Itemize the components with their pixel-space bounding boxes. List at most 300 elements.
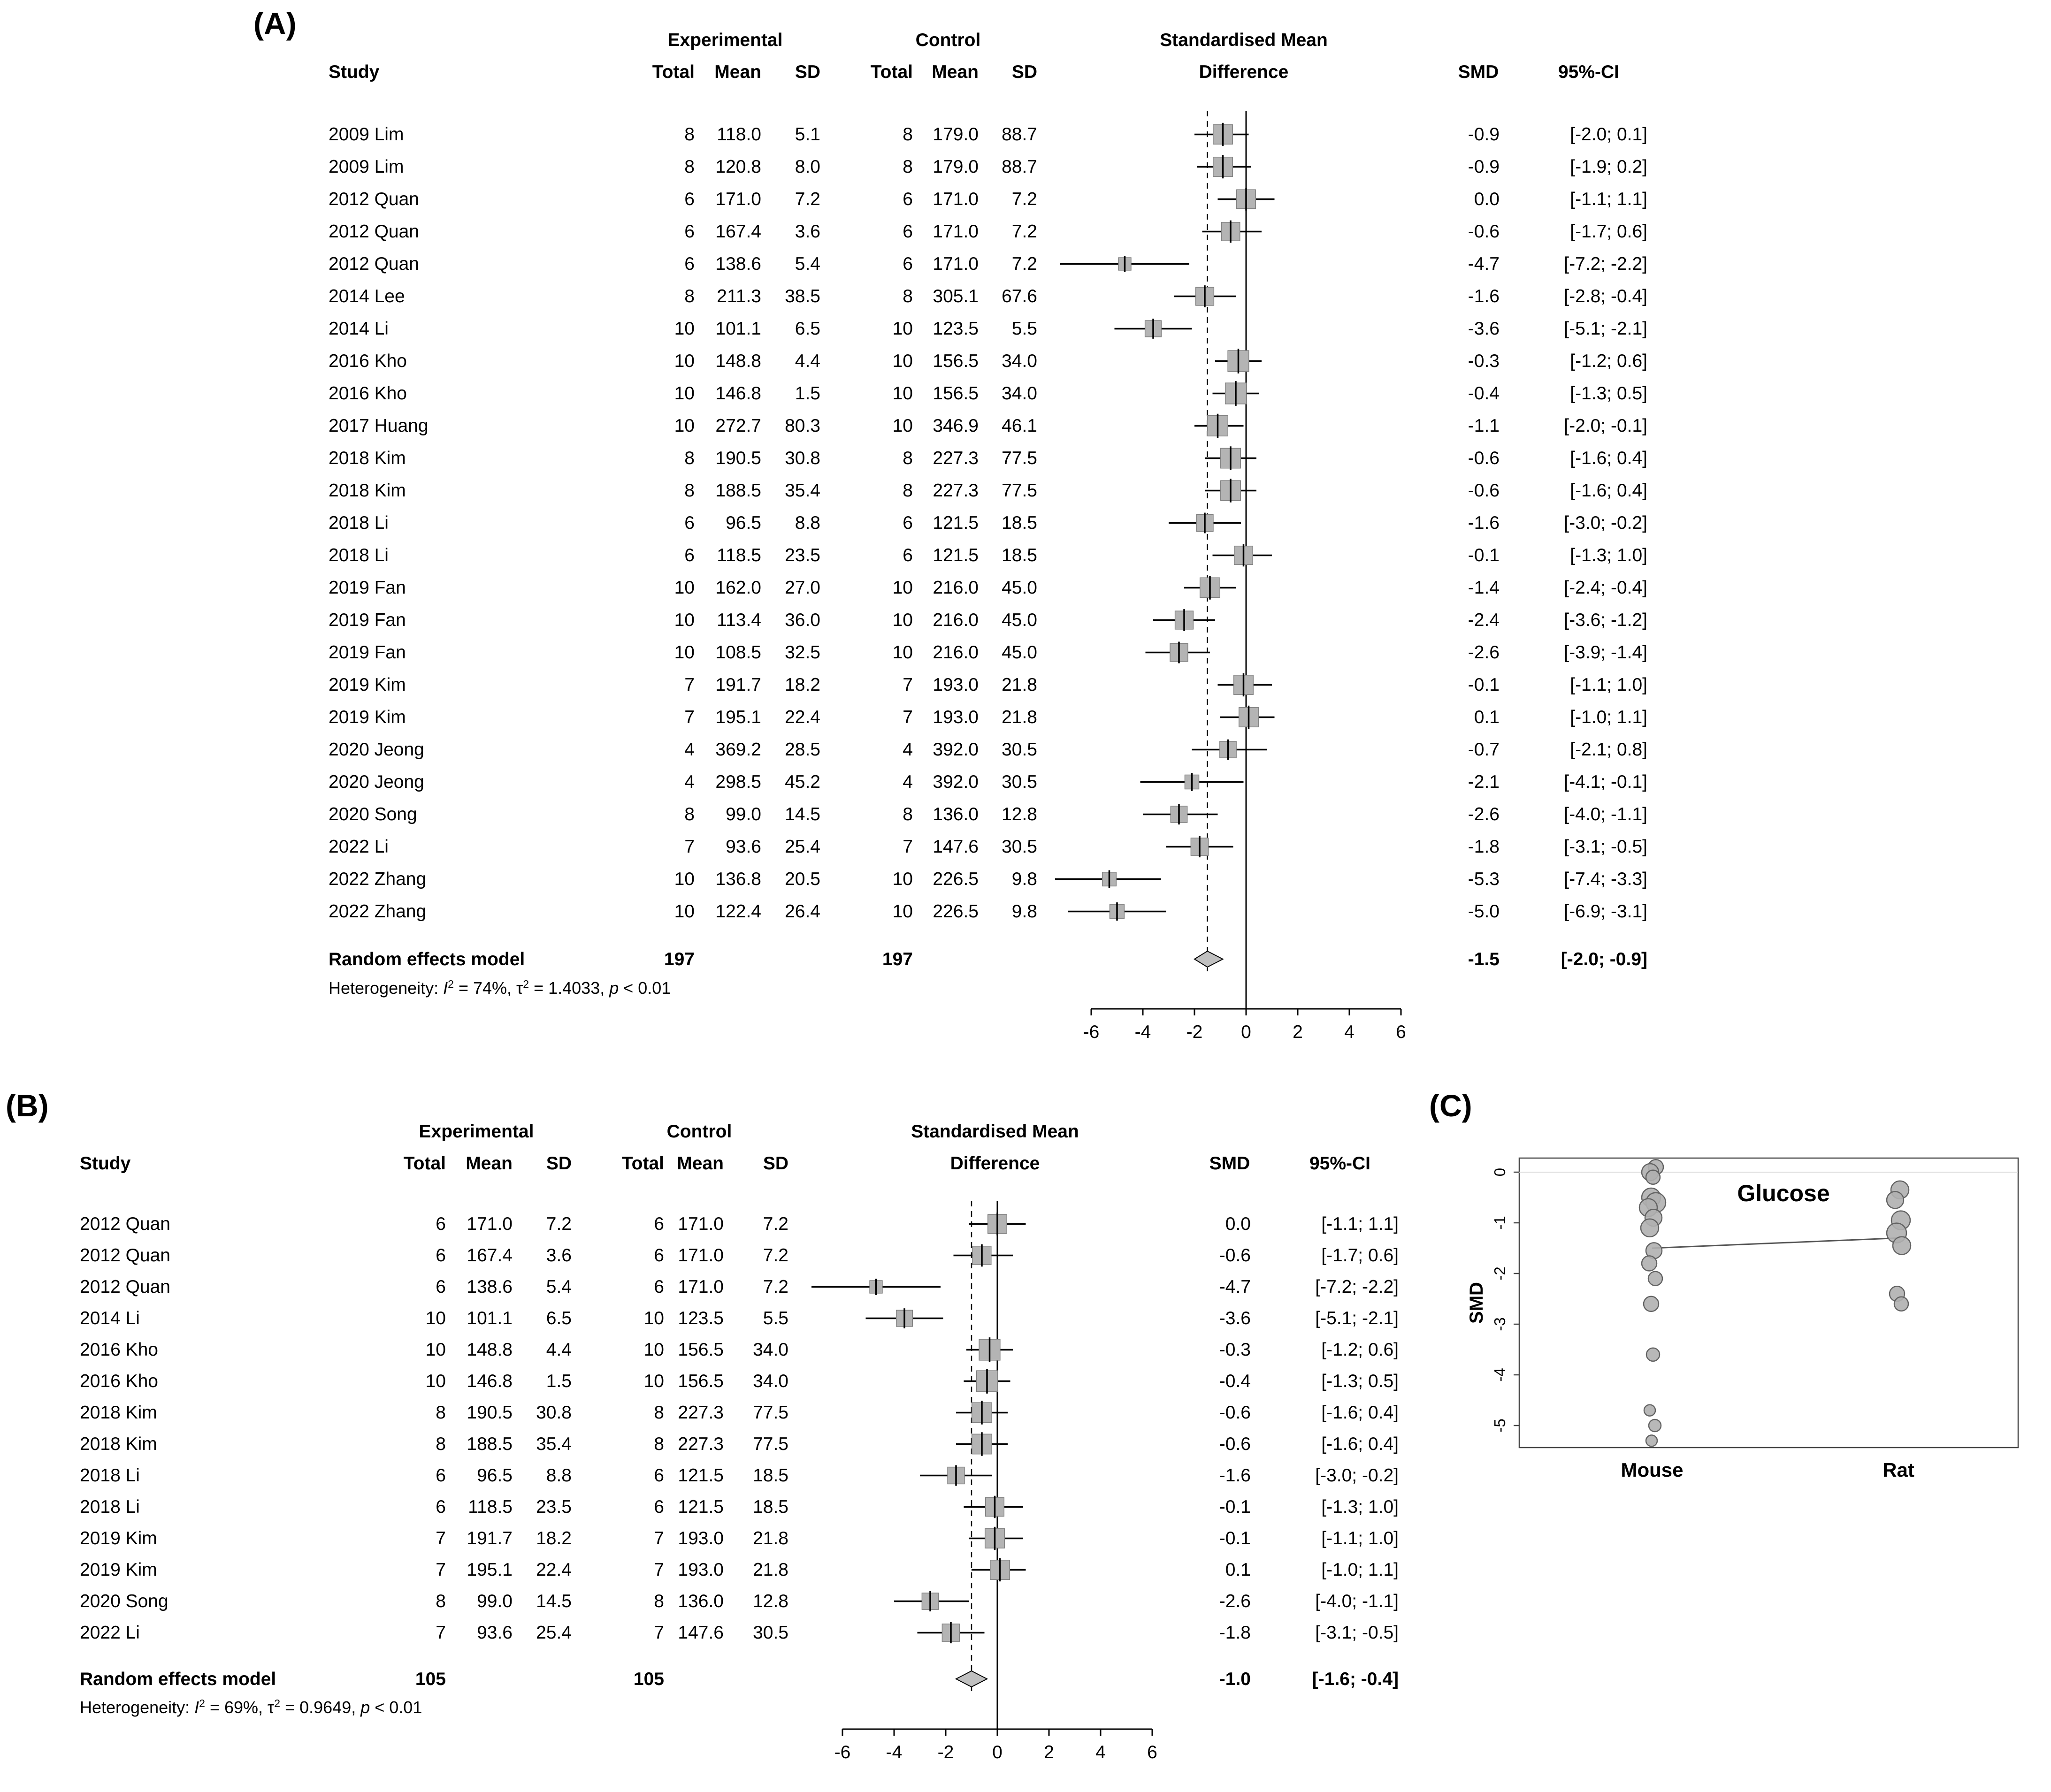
het-segment: = 0.9649, — [280, 1698, 361, 1717]
ctrl-mean: 227.3 — [933, 448, 979, 468]
exp-sd: 8.0 — [795, 157, 820, 177]
exp-mean: 99.0 — [477, 1591, 513, 1611]
exp-total: 6 — [436, 1277, 446, 1297]
ctrl-sd: 30.5 — [753, 1623, 788, 1643]
ci-value: [-1.6; 0.4] — [1321, 1434, 1399, 1454]
panel-a-summary-row — [0, 943, 2051, 976]
ctrl-mean: 226.5 — [933, 901, 979, 922]
x-axis-tick-label: -4 — [1134, 1022, 1151, 1042]
exp-mean: 167.4 — [715, 221, 761, 242]
exp-mean: 148.8 — [467, 1340, 513, 1360]
exp-mean: 118.0 — [717, 124, 761, 145]
study-row — [0, 377, 2051, 410]
exp-mean: 190.5 — [715, 448, 761, 468]
study-name: 2018 Kim — [80, 1434, 157, 1454]
ci-value: [-1.2; 0.6] — [1321, 1340, 1399, 1360]
exp-mean: 148.8 — [715, 351, 761, 371]
exp-total: 10 — [425, 1340, 446, 1360]
ctrl-total: 10 — [892, 610, 913, 630]
study-row — [0, 766, 2051, 798]
ctrl-mean: 193.0 — [933, 707, 979, 727]
ctrl-total: 7 — [654, 1560, 664, 1580]
ctrl-total: 10 — [892, 383, 913, 404]
smd-value: -2.1 — [1468, 772, 1500, 792]
exp-total: 6 — [436, 1245, 446, 1266]
study-name: 2018 Kim — [80, 1403, 157, 1423]
ctrl-mean: 193.0 — [933, 675, 979, 695]
exp-total: 4 — [684, 740, 695, 760]
ctrl-mean: 227.3 — [933, 480, 979, 501]
smd-value: -0.6 — [1468, 448, 1500, 468]
exp-mean: 167.4 — [467, 1245, 513, 1266]
study-row — [0, 1428, 2051, 1460]
study-row — [0, 669, 2051, 701]
het-segment: Heterogeneity: — [80, 1698, 195, 1717]
ctrl-total: 10 — [892, 642, 913, 663]
exp-sd: 26.4 — [785, 901, 820, 922]
study-name: 2019 Kim — [80, 1528, 157, 1548]
smd-value: -4.7 — [1219, 1277, 1251, 1297]
ctrl-mean: 171.0 — [933, 189, 979, 209]
exp-sd: 6.5 — [795, 319, 820, 339]
study-name: 2019 Kim — [329, 707, 406, 727]
ci-value: [-4.0; -1.1] — [1315, 1591, 1399, 1611]
x-category-label: Rat — [1883, 1459, 1914, 1481]
study-name: 2022 Li — [329, 837, 389, 857]
panel-a-col-ctrl-mean: Mean — [932, 62, 979, 82]
smd-value: -0.1 — [1468, 545, 1500, 565]
exp-total: 10 — [674, 383, 695, 404]
exp-sd: 4.4 — [546, 1340, 572, 1360]
ctrl-total: 6 — [654, 1245, 664, 1266]
panel-a-group-effect-line2: Difference — [1199, 62, 1289, 82]
ctrl-mean: 305.1 — [933, 286, 979, 306]
smd-value: -2.6 — [1219, 1591, 1251, 1611]
het-segment: p — [609, 978, 619, 998]
panel-b-col-exp-sd: SD — [546, 1153, 572, 1174]
ci-value: [-6.9; -3.1] — [1564, 901, 1647, 922]
exp-sd: 3.6 — [795, 221, 820, 242]
x-axis-tick-label: 4 — [1344, 1022, 1355, 1042]
ctrl-total: 8 — [654, 1591, 664, 1611]
exp-mean: 120.8 — [715, 157, 761, 177]
panel-a-col-ctrl-sd: SD — [1011, 62, 1037, 82]
smd-value: -0.6 — [1219, 1245, 1251, 1266]
ctrl-total: 8 — [654, 1434, 664, 1454]
ctrl-mean: 179.0 — [933, 124, 979, 145]
ci-value: [-1.0; 1.1] — [1321, 1560, 1399, 1580]
ctrl-total: 8 — [903, 480, 913, 501]
ctrl-sd: 18.5 — [753, 1465, 788, 1486]
exp-sd: 38.5 — [785, 286, 820, 306]
study-name: 2012 Quan — [329, 254, 420, 274]
study-name: 2020 Song — [329, 804, 417, 824]
smd-value: -0.6 — [1219, 1403, 1251, 1423]
exp-sd: 36.0 — [785, 610, 820, 630]
exp-sd: 27.0 — [785, 578, 820, 598]
panel-a-col-smd: SMD — [1458, 62, 1499, 82]
smd-value: -0.6 — [1468, 480, 1500, 501]
exp-mean: 191.7 — [467, 1528, 513, 1548]
ctrl-total: 6 — [903, 221, 913, 242]
ctrl-sd: 7.2 — [763, 1214, 788, 1234]
panel-b-col-ctrl-mean: Mean — [677, 1153, 724, 1174]
exp-total: 7 — [684, 707, 695, 727]
ci-value: [-1.1; 1.1] — [1321, 1214, 1399, 1234]
ctrl-sd: 34.0 — [753, 1340, 788, 1360]
ci-value: [-3.1; -0.5] — [1564, 837, 1647, 857]
smd-value: -2.4 — [1468, 610, 1500, 630]
exp-total: 7 — [436, 1528, 446, 1548]
study-row — [0, 1397, 2051, 1428]
ctrl-sd: 9.8 — [1011, 901, 1037, 922]
study-row — [0, 345, 2051, 377]
summary-smd: -1.0 — [1219, 1669, 1251, 1689]
exp-sd: 4.4 — [795, 351, 820, 371]
exp-sd: 18.2 — [785, 675, 820, 695]
x-axis-tick-label: 2 — [1044, 1742, 1054, 1762]
study-row — [0, 636, 2051, 669]
panel-b-col-ci: 95%-CI — [1309, 1153, 1371, 1174]
ctrl-total: 7 — [903, 837, 913, 857]
ctrl-sd: 34.0 — [753, 1371, 788, 1391]
exp-sd: 22.4 — [536, 1560, 572, 1580]
ctrl-mean: 193.0 — [678, 1560, 724, 1580]
ctrl-sd: 34.0 — [1002, 383, 1037, 404]
summary-ci: [-1.6; -0.4] — [1312, 1669, 1399, 1689]
exp-mean: 136.8 — [715, 869, 761, 889]
study-row — [0, 1586, 2051, 1617]
ctrl-mean: 346.9 — [933, 416, 979, 436]
ctrl-sd: 88.7 — [1002, 124, 1037, 145]
ctrl-total: 8 — [903, 448, 913, 468]
x-axis-tick-label: -6 — [834, 1742, 851, 1762]
ctrl-sd: 12.8 — [1002, 804, 1037, 824]
ci-value: [-2.0; -0.1] — [1564, 416, 1647, 436]
exp-total: 7 — [684, 675, 695, 695]
study-row — [0, 1240, 2051, 1271]
smd-value: -1.8 — [1219, 1623, 1251, 1643]
study-name: 2009 Lim — [329, 157, 404, 177]
summary-exp-total: 105 — [415, 1669, 446, 1689]
panel-b-summary-row — [0, 1663, 2051, 1695]
ctrl-total: 6 — [903, 254, 913, 274]
study-name: 2022 Zhang — [329, 869, 427, 889]
study-row — [0, 183, 2051, 215]
ctrl-total: 10 — [892, 578, 913, 598]
exp-mean: 101.1 — [467, 1308, 513, 1328]
exp-sd: 18.2 — [536, 1528, 572, 1548]
smd-value: -0.7 — [1468, 740, 1500, 760]
study-row — [0, 1334, 2051, 1365]
exp-sd: 80.3 — [785, 416, 820, 436]
exp-mean: 190.5 — [467, 1403, 513, 1423]
chart-title: Glucose — [1737, 1180, 1830, 1206]
ctrl-sd: 45.0 — [1002, 610, 1037, 630]
ctrl-sd: 12.8 — [753, 1591, 788, 1611]
summary-label: Random effects model — [329, 949, 525, 969]
study-name: 2014 Lee — [329, 286, 405, 306]
ctrl-sd: 18.5 — [753, 1497, 788, 1517]
ctrl-sd: 77.5 — [1002, 448, 1037, 468]
ci-value: [-1.7; 0.6] — [1321, 1245, 1399, 1266]
exp-mean: 113.4 — [717, 610, 761, 630]
ctrl-sd: 77.5 — [753, 1403, 788, 1423]
panel-b-group-control: Control — [666, 1121, 732, 1142]
het-segment: I — [194, 1698, 199, 1717]
ctrl-sd: 21.8 — [753, 1528, 788, 1548]
x-axis-tick-label: -2 — [1186, 1022, 1203, 1042]
study-row — [0, 507, 2051, 539]
study-name: 2012 Quan — [80, 1245, 171, 1266]
ci-value: [-1.3; 0.5] — [1321, 1371, 1399, 1391]
exp-total: 6 — [436, 1465, 446, 1486]
study-row — [0, 313, 2051, 345]
ctrl-total: 10 — [643, 1308, 664, 1328]
smd-value: -0.1 — [1219, 1497, 1251, 1517]
ctrl-mean: 171.0 — [933, 221, 979, 242]
exp-sd: 45.2 — [785, 772, 820, 792]
exp-mean: 99.0 — [726, 804, 761, 824]
ctrl-sd: 5.5 — [1011, 319, 1037, 339]
ci-value: [-3.9; -1.4] — [1564, 642, 1647, 663]
exp-mean: 122.4 — [715, 901, 761, 922]
study-name: 2019 Fan — [329, 610, 406, 630]
smd-value: 0.0 — [1474, 189, 1500, 209]
study-row — [0, 1271, 2051, 1303]
panel-a-col-exp-mean: Mean — [714, 62, 761, 82]
study-name: 2012 Quan — [80, 1214, 171, 1234]
ctrl-mean: 193.0 — [678, 1528, 724, 1548]
smd-value: 0.1 — [1474, 707, 1500, 727]
x-axis-tick-label: 6 — [1396, 1022, 1406, 1042]
exp-total: 7 — [436, 1623, 446, 1643]
study-name: 2020 Jeong — [329, 772, 424, 792]
y-axis-label: SMD — [1466, 1282, 1487, 1324]
exp-total: 8 — [436, 1403, 446, 1423]
exp-mean: 272.7 — [715, 416, 761, 436]
ci-value: [-3.6; -1.2] — [1564, 610, 1647, 630]
panel-a-heterogeneity — [329, 978, 671, 998]
exp-total: 6 — [436, 1214, 446, 1234]
smd-value: -1.8 — [1468, 837, 1500, 857]
ctrl-total: 8 — [903, 157, 913, 177]
study-row — [0, 118, 2051, 151]
study-row — [0, 1208, 2051, 1240]
ci-value: [-1.3; 1.0] — [1321, 1497, 1399, 1517]
ci-value: [-1.1; 1.0] — [1321, 1528, 1399, 1548]
study-name: 2012 Quan — [329, 221, 420, 242]
exp-mean: 146.8 — [715, 383, 761, 404]
smd-value: -0.1 — [1468, 675, 1500, 695]
ctrl-mean: 121.5 — [933, 545, 979, 565]
smd-value: -1.6 — [1468, 286, 1500, 306]
smd-value: -4.7 — [1468, 254, 1500, 274]
panel-b-col-ctrl-sd: SD — [763, 1153, 788, 1174]
summary-label: Random effects model — [80, 1669, 276, 1689]
ctrl-mean: 121.5 — [678, 1465, 724, 1486]
exp-sd: 35.4 — [785, 480, 820, 501]
exp-total: 4 — [684, 772, 695, 792]
het-segment: = 74%, τ — [453, 978, 523, 998]
ctrl-sd: 77.5 — [753, 1434, 788, 1454]
smd-value: -0.4 — [1468, 383, 1500, 404]
summary-smd: -1.5 — [1468, 949, 1500, 969]
smd-value: -1.1 — [1468, 416, 1500, 436]
study-name: 2019 Fan — [329, 642, 406, 663]
exp-mean: 138.6 — [715, 254, 761, 274]
smd-value: -3.6 — [1219, 1308, 1251, 1328]
smd-value: 0.0 — [1225, 1214, 1251, 1234]
ctrl-total: 10 — [892, 351, 913, 371]
panel-a-group-effect-line1: Standardised Mean — [1160, 30, 1328, 50]
smd-value: -0.6 — [1468, 221, 1500, 242]
ctrl-sd: 18.5 — [1002, 513, 1037, 533]
smd-value: -1.6 — [1219, 1465, 1251, 1486]
ctrl-total: 7 — [654, 1528, 664, 1548]
smd-value: -0.9 — [1468, 157, 1500, 177]
exp-mean: 96.5 — [477, 1465, 513, 1486]
exp-mean: 101.1 — [715, 319, 761, 339]
study-row — [0, 863, 2051, 895]
panel-a-col-exp-total: Total — [652, 62, 695, 82]
het-segment: 2 — [274, 1697, 281, 1709]
exp-total: 8 — [436, 1591, 446, 1611]
panel-a-col-study: Study — [329, 62, 380, 82]
ci-value: [-2.8; -0.4] — [1564, 286, 1647, 306]
ci-value: [-1.1; 1.0] — [1570, 675, 1647, 695]
ci-value: [-1.1; 1.1] — [1570, 189, 1647, 209]
study-row — [0, 1460, 2051, 1491]
ctrl-total: 10 — [892, 319, 913, 339]
ctrl-sd: 34.0 — [1002, 351, 1037, 371]
exp-sd: 8.8 — [795, 513, 820, 533]
ci-value: [-1.3; 0.5] — [1570, 383, 1647, 404]
ctrl-sd: 45.0 — [1002, 642, 1037, 663]
het-segment: < 0.01 — [370, 1698, 422, 1717]
panel-a-label: (A) — [253, 6, 297, 41]
het-segment: < 0.01 — [619, 978, 671, 998]
study-name: 2017 Huang — [329, 416, 429, 436]
x-axis-tick-label: 0 — [1241, 1022, 1251, 1042]
het-segment: p — [360, 1698, 370, 1717]
exp-mean: 195.1 — [467, 1560, 513, 1580]
exp-mean: 369.2 — [715, 740, 761, 760]
ci-value: [-3.0; -0.2] — [1315, 1465, 1399, 1486]
exp-mean: 93.6 — [477, 1623, 513, 1643]
ctrl-mean: 123.5 — [678, 1308, 724, 1328]
ctrl-total: 6 — [903, 189, 913, 209]
het-segment: Heterogeneity: — [329, 978, 444, 998]
ctrl-sd: 88.7 — [1002, 157, 1037, 177]
exp-sd: 3.6 — [546, 1245, 572, 1266]
exp-mean: 96.5 — [726, 513, 761, 533]
panel-a-col-ci: 95%-CI — [1558, 62, 1620, 82]
study-row — [0, 831, 2051, 863]
ctrl-mean: 226.5 — [933, 869, 979, 889]
ctrl-total: 10 — [892, 901, 913, 922]
rat-bubble — [1887, 1191, 1904, 1208]
ctrl-sd: 5.5 — [763, 1308, 788, 1328]
exp-sd: 25.4 — [536, 1623, 572, 1643]
exp-total: 10 — [674, 901, 695, 922]
exp-mean: 146.8 — [467, 1371, 513, 1391]
ci-value: [-1.2; 0.6] — [1570, 351, 1647, 371]
study-name: 2018 Kim — [329, 448, 406, 468]
exp-mean: 118.5 — [468, 1497, 513, 1517]
exp-mean: 93.6 — [726, 837, 761, 857]
ctrl-sd: 46.1 — [1002, 416, 1037, 436]
summary-exp-total: 197 — [664, 949, 695, 969]
mouse-bubble — [1646, 1170, 1660, 1184]
ci-value: [-3.0; -0.2] — [1564, 513, 1647, 533]
ci-value: [-5.1; -2.1] — [1564, 319, 1647, 339]
ctrl-mean: 392.0 — [933, 740, 979, 760]
exp-sd: 1.5 — [546, 1371, 572, 1391]
ctrl-sd: 7.2 — [1011, 254, 1037, 274]
exp-total: 6 — [684, 221, 695, 242]
ctrl-total: 6 — [903, 513, 913, 533]
exp-sd: 23.5 — [785, 545, 820, 565]
ctrl-sd: 7.2 — [1011, 221, 1037, 242]
exp-sd: 1.5 — [795, 383, 820, 404]
exp-sd: 14.5 — [536, 1591, 572, 1611]
smd-value: -0.6 — [1219, 1434, 1251, 1454]
ctrl-sd: 7.2 — [763, 1245, 788, 1266]
het-segment: 2 — [523, 978, 529, 990]
ctrl-mean: 156.5 — [678, 1340, 724, 1360]
exp-sd: 14.5 — [785, 804, 820, 824]
x-axis-tick-label: 0 — [992, 1742, 1003, 1762]
study-name: 2018 Kim — [329, 480, 406, 501]
ctrl-mean: 121.5 — [933, 513, 979, 533]
summary-ci: [-2.0; -0.9] — [1561, 949, 1647, 969]
ctrl-mean: 392.0 — [933, 772, 979, 792]
panel-a-group-experimental: Experimental — [667, 30, 783, 50]
ctrl-sd: 21.8 — [753, 1560, 788, 1580]
y-tick-label: -1 — [1491, 1216, 1508, 1230]
y-tick-label: 0 — [1491, 1167, 1508, 1177]
ci-value: [-1.9; 0.2] — [1570, 157, 1647, 177]
exp-mean: 211.3 — [717, 286, 761, 306]
exp-sd: 7.2 — [795, 189, 820, 209]
study-row — [0, 410, 2051, 442]
study-row — [0, 572, 2051, 604]
exp-total: 8 — [684, 157, 695, 177]
ctrl-total: 4 — [903, 772, 913, 792]
smd-value: -0.9 — [1468, 124, 1500, 145]
study-row — [0, 604, 2051, 636]
ctrl-total: 7 — [654, 1623, 664, 1643]
ci-value: [-4.0; -1.1] — [1564, 804, 1647, 824]
ctrl-mean: 216.0 — [933, 642, 979, 663]
study-row — [0, 442, 2051, 474]
study-name: 2016 Kho — [80, 1340, 158, 1360]
x-axis-tick-label: 4 — [1095, 1742, 1106, 1762]
study-name: 2018 Li — [329, 513, 389, 533]
ctrl-sd: 21.8 — [1002, 675, 1037, 695]
exp-mean: 171.0 — [715, 189, 761, 209]
exp-total: 10 — [674, 578, 695, 598]
exp-mean: 298.5 — [715, 772, 761, 792]
ci-value: [-5.1; -2.1] — [1315, 1308, 1399, 1328]
panel-b-col-exp-mean: Mean — [466, 1153, 513, 1174]
smd-value: -0.3 — [1468, 351, 1500, 371]
y-tick-label: -3 — [1491, 1317, 1508, 1331]
ctrl-total: 10 — [643, 1340, 664, 1360]
study-name: 2022 Zhang — [329, 901, 427, 922]
ctrl-mean: 136.0 — [678, 1591, 724, 1611]
